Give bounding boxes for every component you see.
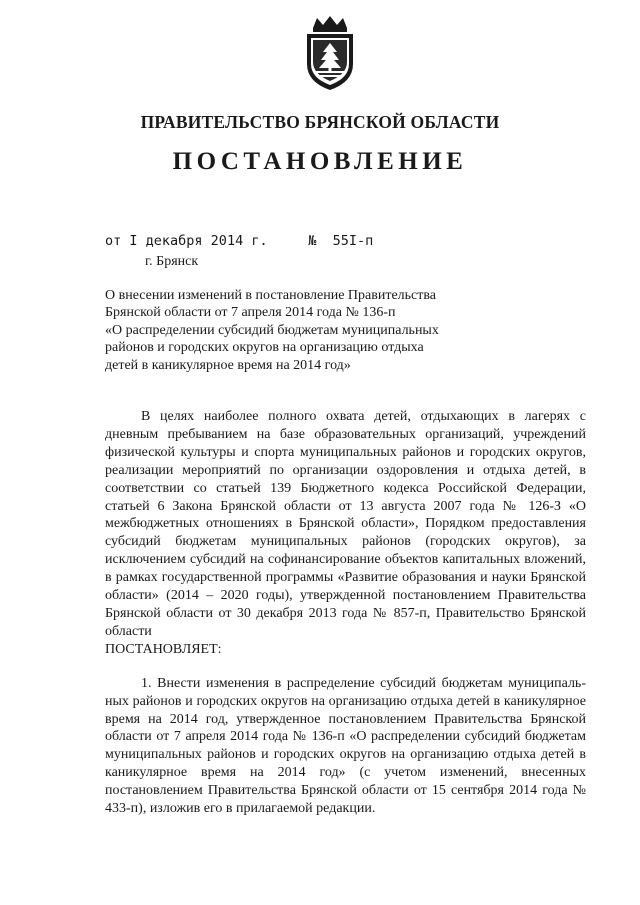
document-city: г. Брянск	[145, 254, 199, 269]
date-number-line	[105, 233, 373, 249]
subject-line: детей в каникулярное время на 2014 год»	[105, 357, 351, 373]
organization-title: ПРАВИТЕЛЬСТВО БРЯНСКОЙ ОБЛАСТИ	[140, 112, 500, 132]
subject-line: районов и городских округов на организацию отдыха	[105, 340, 424, 356]
number-sign: №	[308, 233, 317, 249]
subject-line: О внесении изменений в постановление Правительства	[105, 288, 437, 303]
preamble-paragraph: В целях наиболее полного охвата детей, отдыхающих в лагерях с дневным пребыванием на базе образовательных организаций, учреждений физической культуры и спорта муниципальных районов и городских округов, реализации мероприятий по организации оздоровления и отдыха детей, в соответствии со статьей 139 Бюджетного кодекса Российской Федерации, статьей 6 Закона Брянской области от 13 августа 2007 года № 126-З «О межбюджетных отношениях в Брянской области», Порядком предоставления субсидий бюджетам муниципальных районов (городских округов), за исключением субсидий на софинансирование объектов капитальных вложений, в рамках государственной программы «Развитие образования и науки Брянской области» (2014 – 2020 годы), утвержденной постановлением Правительства Брянской области от 30 декабря 2013 года № 857-п, Правительство Брянской области	[105, 409, 586, 639]
subject-line: «О распределении субсидий бюджетам муниципальных	[105, 322, 439, 338]
subject-line: Брянской области от 7 апреля 2014 года № 136-п	[105, 305, 396, 321]
document-type-title: ПОСТАНОВЛЕНИЕ	[172, 148, 468, 175]
coat-of-arms-emblem	[299, 14, 361, 92]
document-body	[105, 408, 586, 818]
document-date: I декабря 2014 г.	[129, 233, 268, 249]
document-number: 55I-п	[332, 233, 374, 249]
document-subject	[105, 287, 460, 374]
resolve-heading: ПОСТАНОВЛЯЕТ:	[105, 641, 222, 657]
item-1-paragraph: 1. Внести изменения в распределение субсидий бюджетам муниципальных районов и городских округов на организацию отдыха детей в каникулярное время на 2014 год, утвержденное постановлением Правительства Брянской области от 7 апреля 2014 года № 136-п «О распределении субсидий бюджетам муниципальных районов и городских округов на организацию отдыха детей в каникулярное время на 2014 год» (с учетом изменений, внесенных постановлением Правительства Брянской области от 15 сентября 2014 года № 433-п), изложив его в прилагаемой редакции.	[105, 675, 586, 817]
document-meta	[105, 233, 373, 270]
date-prefix: от	[105, 233, 122, 249]
